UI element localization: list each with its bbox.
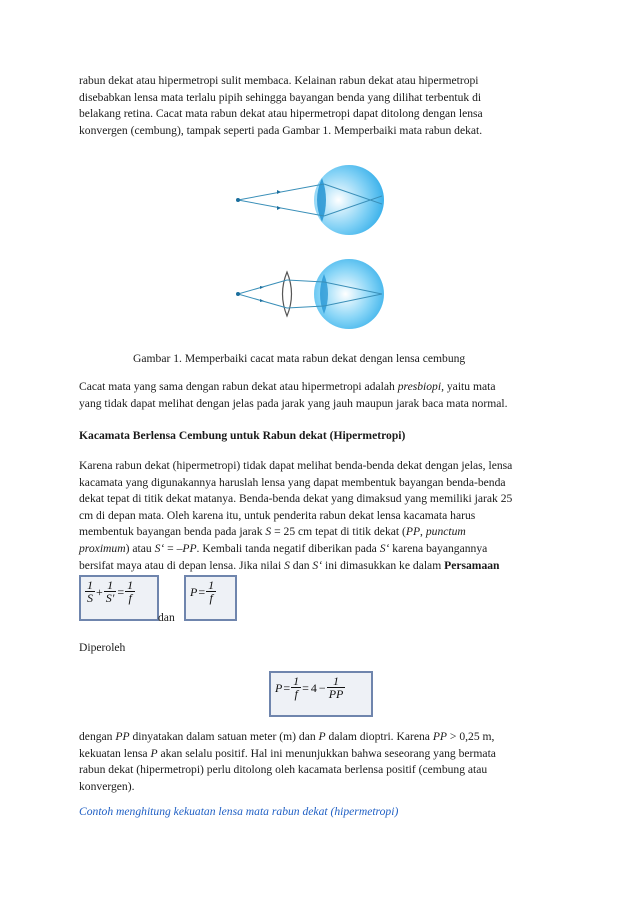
para2-term: presbiopi, [397,380,444,393]
para4-text: akan selalu positif. Hal ini menunjukkan bahwa seseorang yang bermata [157,746,496,760]
para2-line1a: Cacat mata yang sama dengan rabun dekat atau hipermetropi adalah [79,380,398,393]
para3-text: karena bayangannya [389,541,488,555]
para1-line2: disebabkan lensa mata terlalu pipih sehingga bayangan benda yang dilihat terbentuk di [79,90,482,104]
para4-text: > 0,25 m, [447,730,495,743]
denominator: S [87,591,93,605]
word-dan: dan [158,611,175,624]
denominator: f [294,687,298,701]
para3-var: S‘ [154,541,165,555]
para4-text: dinyatakan dalam satuan meter (m) dan [129,730,319,743]
para4-var: P [318,730,326,743]
para3-line3: dekat tepat di titik dekat matanya. Benda-benda dekat yang dimaksud yang memiliki jarak 25 [79,492,513,506]
numerator: 1 [327,675,346,688]
para3-text: membentuk bayangan benda pada jarak [79,525,266,539]
word-diperoleh: Diperoleh [79,641,126,654]
para4-text: kekuatan lensa [79,746,151,760]
operator: = [198,584,206,599]
power-equation-box [184,575,237,621]
fraction [327,675,346,701]
para3-text: dan [289,558,313,572]
para4-text: dalam dioptri. Karena [325,730,433,743]
number: 4 [310,680,317,695]
uncorrected-eye-diagram [236,165,384,235]
denominator: f [209,591,213,605]
operator: = [283,680,291,695]
para3-line1: Karena rabun dekat (hipermetropi) tidak dapat melihat benda-benda dekat dengan jelas, lensa [79,459,513,472]
figure-caption: Gambar 1. Memperbaiki cacat mata rabun dekat dengan lensa cembung [133,352,466,365]
para3-line4: cm di depan mata. Oleh karena itu, untuk penderita rabun dekat lensa kacamata harus [79,508,476,522]
object-point [236,292,240,296]
numerator: 1 [87,578,93,592]
denominator: PP [328,687,344,701]
numerator: 1 [127,578,134,592]
operator: + [96,584,103,599]
para4-line3: rabun dekat (hipermetropi) perlu ditolong oleh kacamata berlensa positif (cembung atau [79,763,488,777]
para2-line1c: yaitu mata [443,380,496,393]
para4-line4: konvergen). [79,779,135,793]
para3-text: . Kembali tanda negatif diberikan pada [196,541,380,555]
para3-text: bersifat maya atau di depan lensa. Jika nilai [79,558,285,572]
fraction [291,675,301,701]
para4-var: PP [432,730,448,743]
operator: = [302,680,309,695]
para3-text: ini dimasukkan ke dalam [322,558,445,572]
fraction [104,579,117,605]
para3-var: S [284,558,290,572]
para3-var: S‘ [312,558,323,572]
para3-var: S [265,525,272,539]
para3-text: = – [164,541,183,555]
object-point [236,198,240,202]
arrow-icon [277,190,281,194]
para4-text: dengan [79,730,116,743]
fraction [206,579,216,605]
section-heading: Kacamata Berlensa Cembung untuk Rabun dekat (Hipermetropi) [79,429,406,442]
para3-line2: kacamata yang digunakannya haruslah lensa yang dapat membentuk bayangan benda-benda [79,475,506,489]
numerator: 1 [104,579,117,592]
para3-text: ) atau [125,541,155,555]
variable: P [275,680,283,695]
arrow-icon [277,206,281,210]
variable: P [190,584,198,599]
para3-text: , [420,525,426,539]
para3-var: PP [182,541,197,555]
paragraph-presbiopi [79,379,561,412]
denominator: f [128,591,132,605]
result-equation-box [269,671,373,717]
para4-var: PP [115,730,130,743]
para1-line4: konvergen (cembung), tampak seperti pada Gambar 1. Memperbaiki mata rabun dekat. [79,123,483,137]
eye-correction-figure [232,160,384,340]
lens-equation-box [79,575,159,621]
para1-line3: belakang retina. Cacat mata rabun dekat atau hipermetropi dapat ditolong dengan lensa [79,107,483,121]
para1-line1: rabun dekat atau hipermetropi sulit membaca. Kelainan rabun dekat atau hipermetropi [79,74,479,87]
para3-var: S‘ [379,541,390,555]
fraction [85,579,95,605]
para3-term: proximum [79,541,126,555]
paragraph-conclusion [79,729,561,795]
fraction [125,579,135,605]
numerator: 1 [208,578,215,592]
corrected-eye-diagram [236,259,384,329]
operator: = [117,584,125,599]
para3-term: punctum [425,525,466,539]
para4-var: P [150,746,158,760]
para2-line2: yang tidak dapat melihat dengan jelas pada jarak yang jauh maupun jarak baca mata normal. [79,396,508,410]
operator: − [318,680,326,695]
paragraph-intro [79,73,561,139]
convex-lens-shape [283,272,292,316]
numerator: 1 [293,674,300,688]
example-link[interactable]: Contoh menghitung kekuatan lensa mata rabun dekat (hipermetropi) [79,805,399,818]
denominator: S' [105,591,115,605]
paragraph-explanation [79,458,561,574]
para3-bold: Persamaan [444,558,500,572]
para3-text: = 25 cm tepat di titik dekat ( [271,525,406,539]
para3-var: PP [405,525,421,539]
